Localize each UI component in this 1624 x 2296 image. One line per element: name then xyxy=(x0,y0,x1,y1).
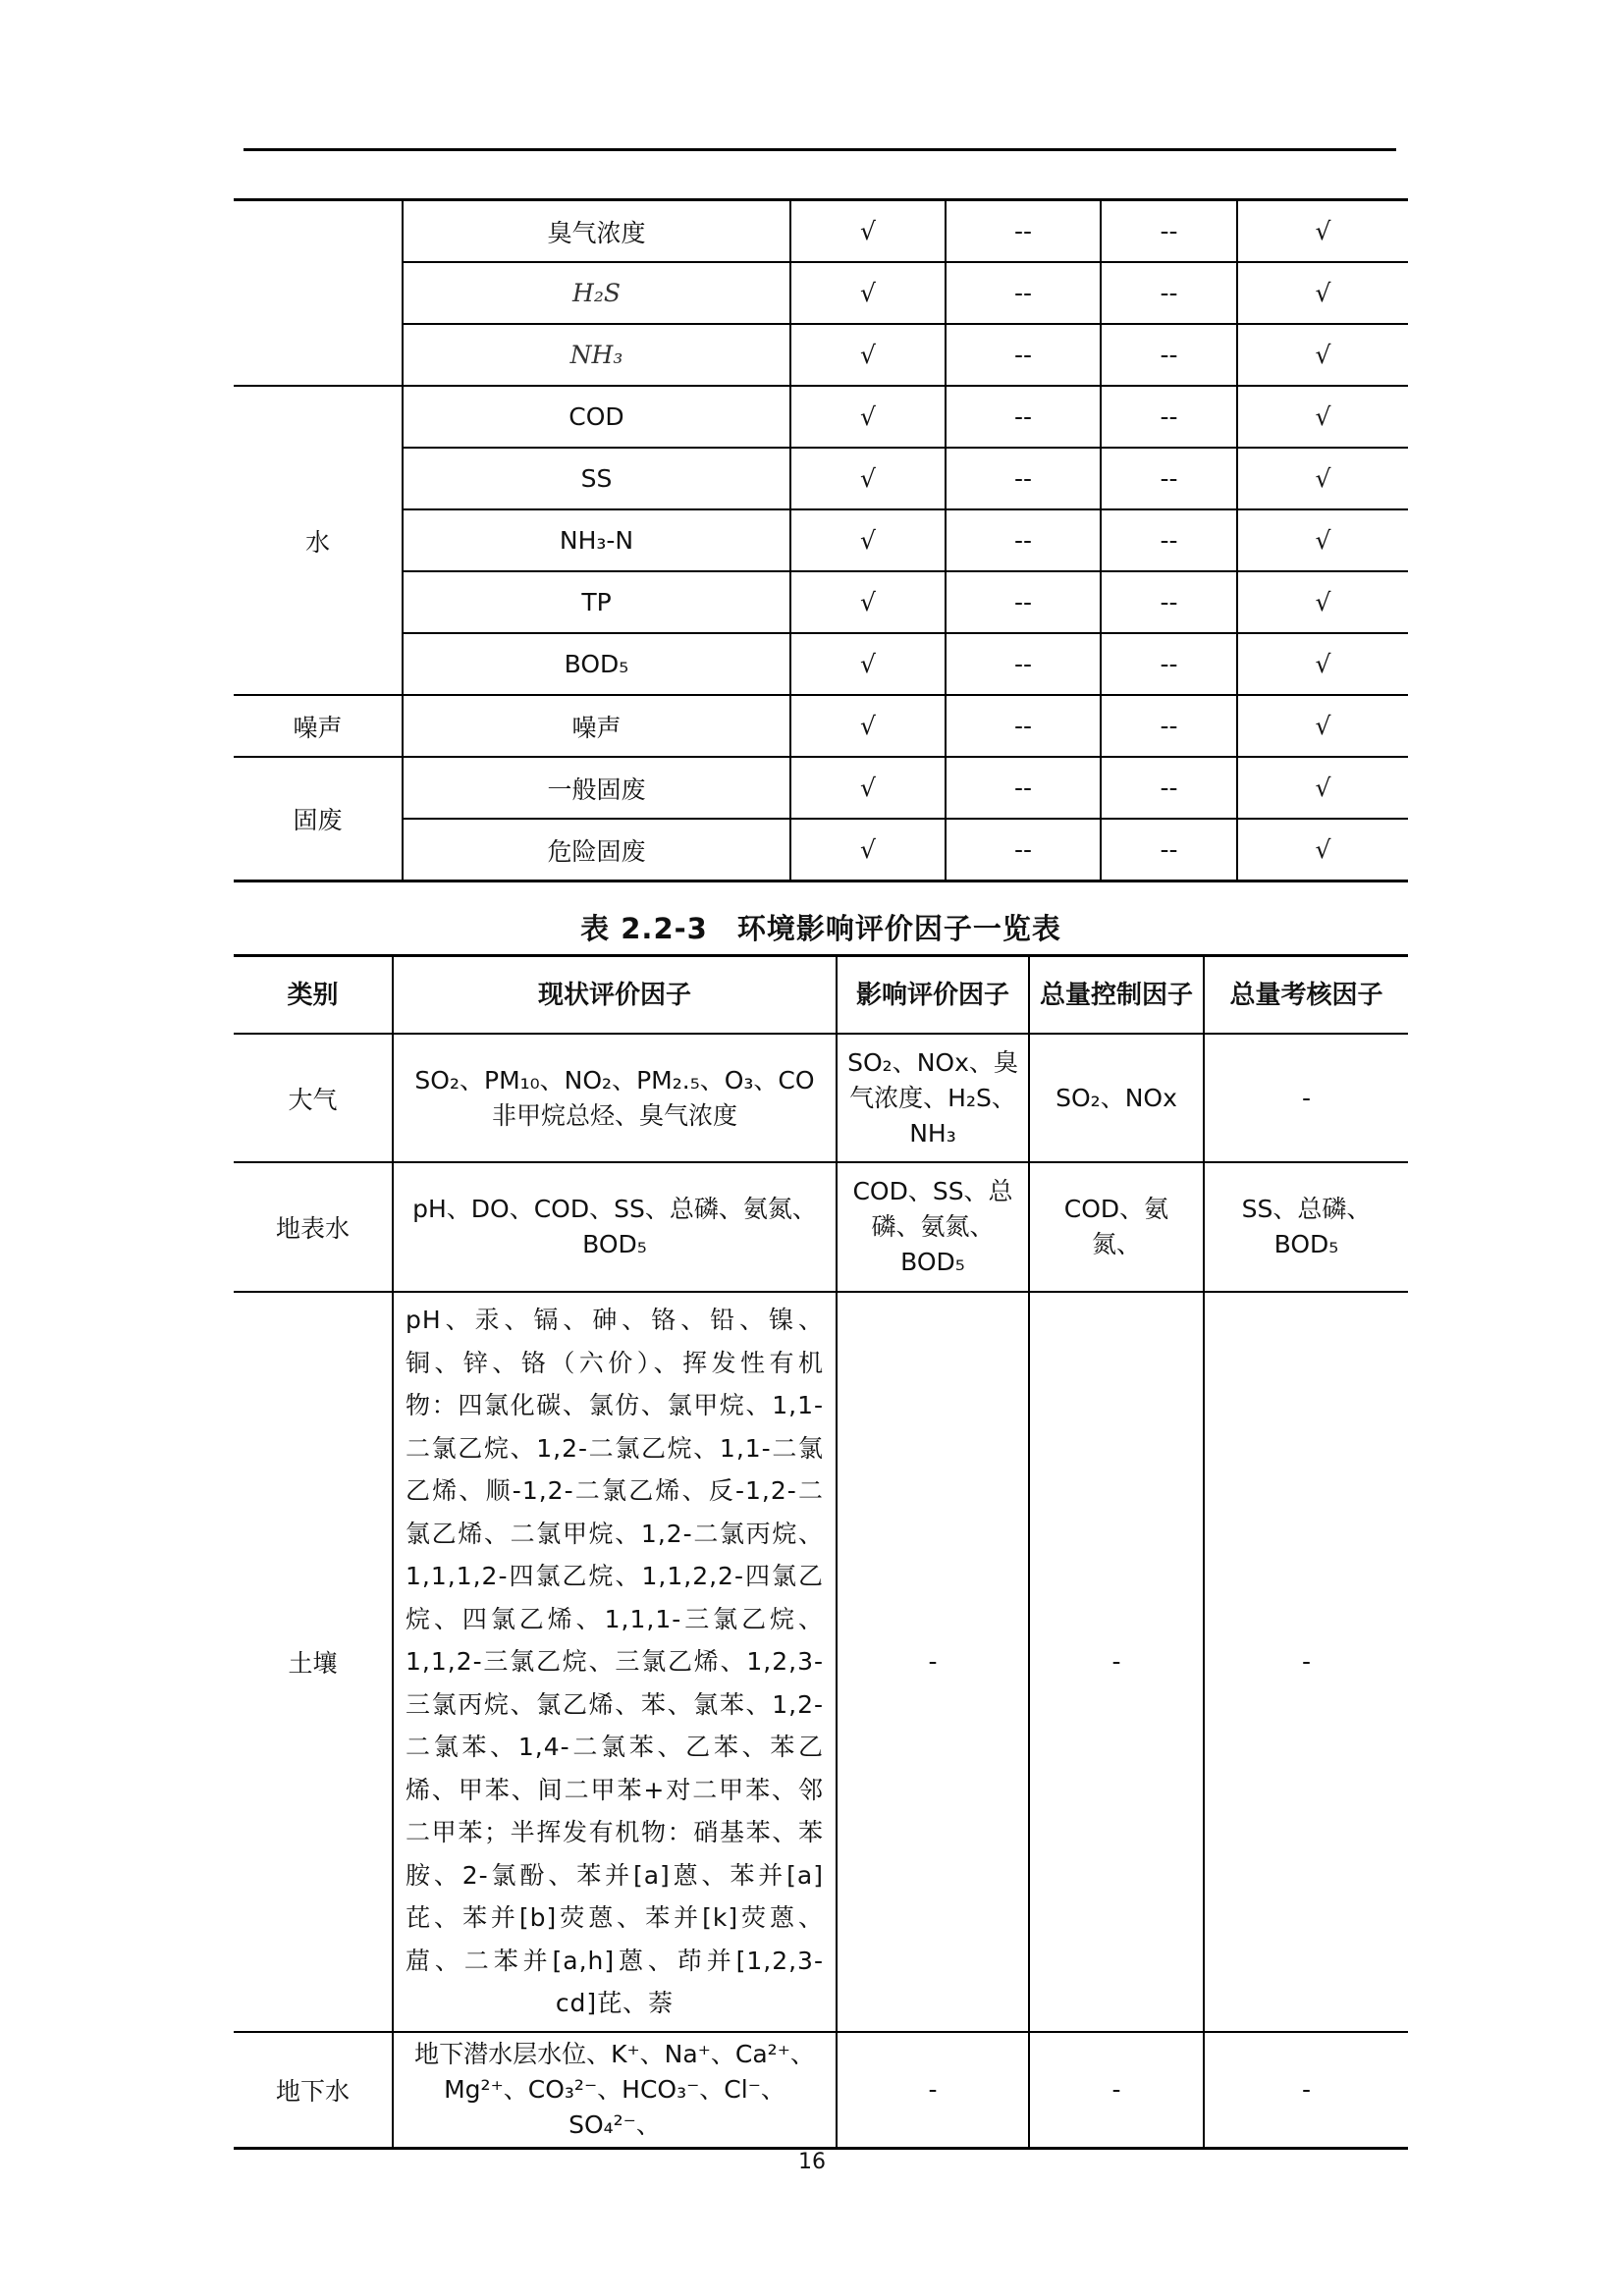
check-cell: √ xyxy=(1237,757,1408,819)
table-row xyxy=(234,262,1408,324)
control-factors-cell: - xyxy=(1029,1292,1204,2032)
dash-cell: -- xyxy=(946,633,1101,695)
dash-cell: -- xyxy=(946,386,1101,448)
dash-cell: -- xyxy=(946,695,1101,757)
header-impact-factors: 影响评价因子 xyxy=(837,956,1029,1035)
check-cell: √ xyxy=(790,386,946,448)
factor-cell: BOD₅ xyxy=(403,633,790,695)
table-caption: 表 2.2-3 环境影响评价因子一览表 xyxy=(580,912,1061,945)
check-cell: √ xyxy=(790,262,946,324)
table-row xyxy=(234,757,1408,819)
check-cell: √ xyxy=(1237,200,1408,263)
dash-cell: -- xyxy=(1101,571,1237,633)
factor-cell: SS xyxy=(403,448,790,509)
check-cell: √ xyxy=(1237,695,1408,757)
factor-cell: NH₃-N xyxy=(403,509,790,571)
evaluation-factor-table xyxy=(234,954,1408,2150)
factor-cell: H₂S xyxy=(403,262,790,324)
table-row xyxy=(234,1034,1408,1162)
dash-cell: -- xyxy=(946,200,1101,263)
category-cell: 地下水 xyxy=(234,2032,393,2149)
dash-cell: -- xyxy=(946,448,1101,509)
dash-cell: -- xyxy=(946,262,1101,324)
category-cell-air xyxy=(234,200,403,387)
assess-factors-cell: SS、总磷、BOD₅ xyxy=(1204,1162,1408,1292)
dash-cell: -- xyxy=(1101,262,1237,324)
dash-cell: -- xyxy=(1101,386,1237,448)
category-cell-solid-waste: 固废 xyxy=(234,757,403,881)
dash-cell: -- xyxy=(946,509,1101,571)
current-factors-cell: pH、汞、镉、砷、铬、铅、镍、铜、锌、铬（六价）、挥发性有机物：四氯化碳、氯仿、氯甲烷、1,1-二氯乙烷、1,2-二氯乙烷、1,1-二氯乙烯、顺-1,2-二氯乙烯、反-1,2-二氯乙烯、二氯甲烷、1,2-二氯丙烷、1,1,1,2-四氯乙烷、1,1,2,2-四氯乙烷、四氯乙烯、1,1,1-三氯乙烷、1,1,2-三氯乙烷、三氯乙烯、1,2,3-三氯丙烷、氯乙烯、苯、氯苯、1,2-二氯苯、1,4-二氯苯、乙苯、苯乙烯、甲苯、间二甲苯+对二甲苯、邻二甲苯；半挥发有机物：硝基苯、苯胺、2-氯酚、苯并[a]蒽、苯并[a]芘、苯并[b]荧蒽、苯并[k]荧蒽、䓛、二苯并[a,h]蒽、茚并[1,2,3-cd]芘、萘 xyxy=(393,1292,837,2032)
table-row xyxy=(234,695,1408,757)
impact-factors-cell: SO₂、NOx、臭气浓度、H₂S、NH₃ xyxy=(837,1034,1029,1162)
category-cell: 土壤 xyxy=(234,1292,393,2032)
table-row xyxy=(234,819,1408,881)
table-row xyxy=(234,200,1408,263)
table-row xyxy=(234,324,1408,386)
table-row xyxy=(234,633,1408,695)
page-number: 16 xyxy=(798,2150,826,2174)
check-cell: √ xyxy=(1237,633,1408,695)
assess-factors-cell: - xyxy=(1204,2032,1408,2149)
control-factors-cell: COD、氨氮、 xyxy=(1029,1162,1204,1292)
check-cell: √ xyxy=(790,448,946,509)
assess-factors-cell: - xyxy=(1204,1292,1408,2032)
control-factors-cell: - xyxy=(1029,2032,1204,2149)
impact-factors-cell: - xyxy=(837,2032,1029,2149)
dash-cell: -- xyxy=(946,757,1101,819)
control-factors-cell: SO₂、NOx xyxy=(1029,1034,1204,1162)
table-row xyxy=(234,386,1408,448)
table-row xyxy=(234,571,1408,633)
dash-cell: -- xyxy=(1101,324,1237,386)
check-cell: √ xyxy=(790,695,946,757)
dash-cell: -- xyxy=(946,819,1101,881)
dash-cell: -- xyxy=(946,571,1101,633)
check-cell: √ xyxy=(1237,571,1408,633)
check-cell: √ xyxy=(790,633,946,695)
category-cell: 大气 xyxy=(234,1034,393,1162)
check-cell: √ xyxy=(1237,509,1408,571)
table-row xyxy=(234,2032,1408,2149)
table-header-row xyxy=(234,956,1408,1035)
header-assess-factors: 总量考核因子 xyxy=(1204,956,1408,1035)
category-cell-water: 水 xyxy=(234,386,403,695)
check-cell: √ xyxy=(790,200,946,263)
table-row xyxy=(234,448,1408,509)
header-current-factors: 现状评价因子 xyxy=(393,956,837,1035)
factor-cell: 一般固废 xyxy=(403,757,790,819)
category-cell: 地表水 xyxy=(234,1162,393,1292)
dash-cell: -- xyxy=(1101,633,1237,695)
dash-cell: -- xyxy=(1101,200,1237,263)
dash-cell: -- xyxy=(1101,448,1237,509)
category-cell-noise: 噪声 xyxy=(234,695,403,757)
current-factors-cell: 地下潜水层水位、K⁺、Na⁺、Ca²⁺、Mg²⁺、CO₃²⁻、HCO₃⁻、Cl⁻、SO₄²⁻、 xyxy=(393,2032,837,2149)
header-control-factors: 总量控制因子 xyxy=(1029,956,1204,1035)
check-cell: √ xyxy=(790,324,946,386)
check-cell: √ xyxy=(1237,386,1408,448)
dash-cell: -- xyxy=(946,324,1101,386)
check-cell: √ xyxy=(790,819,946,881)
check-cell: √ xyxy=(1237,448,1408,509)
factor-cell: TP xyxy=(403,571,790,633)
dash-cell: -- xyxy=(1101,509,1237,571)
impact-factors-cell: COD、SS、总磷、氨氮、BOD₅ xyxy=(837,1162,1029,1292)
check-cell: √ xyxy=(1237,819,1408,881)
check-cell: √ xyxy=(790,571,946,633)
factor-cell: COD xyxy=(403,386,790,448)
factor-cell: 危险固废 xyxy=(403,819,790,881)
dash-cell: -- xyxy=(1101,757,1237,819)
header-rule xyxy=(244,148,1396,151)
header-category: 类别 xyxy=(234,956,393,1035)
impact-factors-cell: - xyxy=(837,1292,1029,2032)
check-cell: √ xyxy=(1237,324,1408,386)
current-factors-cell: pH、DO、COD、SS、总磷、氨氮、BOD₅ xyxy=(393,1162,837,1292)
current-factors-cell: SO₂、PM₁₀、NO₂、PM₂.₅、O₃、CO 非甲烷总烃、臭气浓度 xyxy=(393,1034,837,1162)
check-cell: √ xyxy=(1237,262,1408,324)
factor-cell: 臭气浓度 xyxy=(403,200,790,263)
dash-cell: -- xyxy=(1101,819,1237,881)
check-cell: √ xyxy=(790,757,946,819)
check-cell: √ xyxy=(790,509,946,571)
factor-cell: 噪声 xyxy=(403,695,790,757)
dash-cell: -- xyxy=(1101,695,1237,757)
factor-table-continued xyxy=(234,198,1408,882)
table-row xyxy=(234,509,1408,571)
table-row xyxy=(234,1292,1408,2032)
assess-factors-cell: - xyxy=(1204,1034,1408,1162)
table-row xyxy=(234,1162,1408,1292)
factor-cell: NH₃ xyxy=(403,324,790,386)
